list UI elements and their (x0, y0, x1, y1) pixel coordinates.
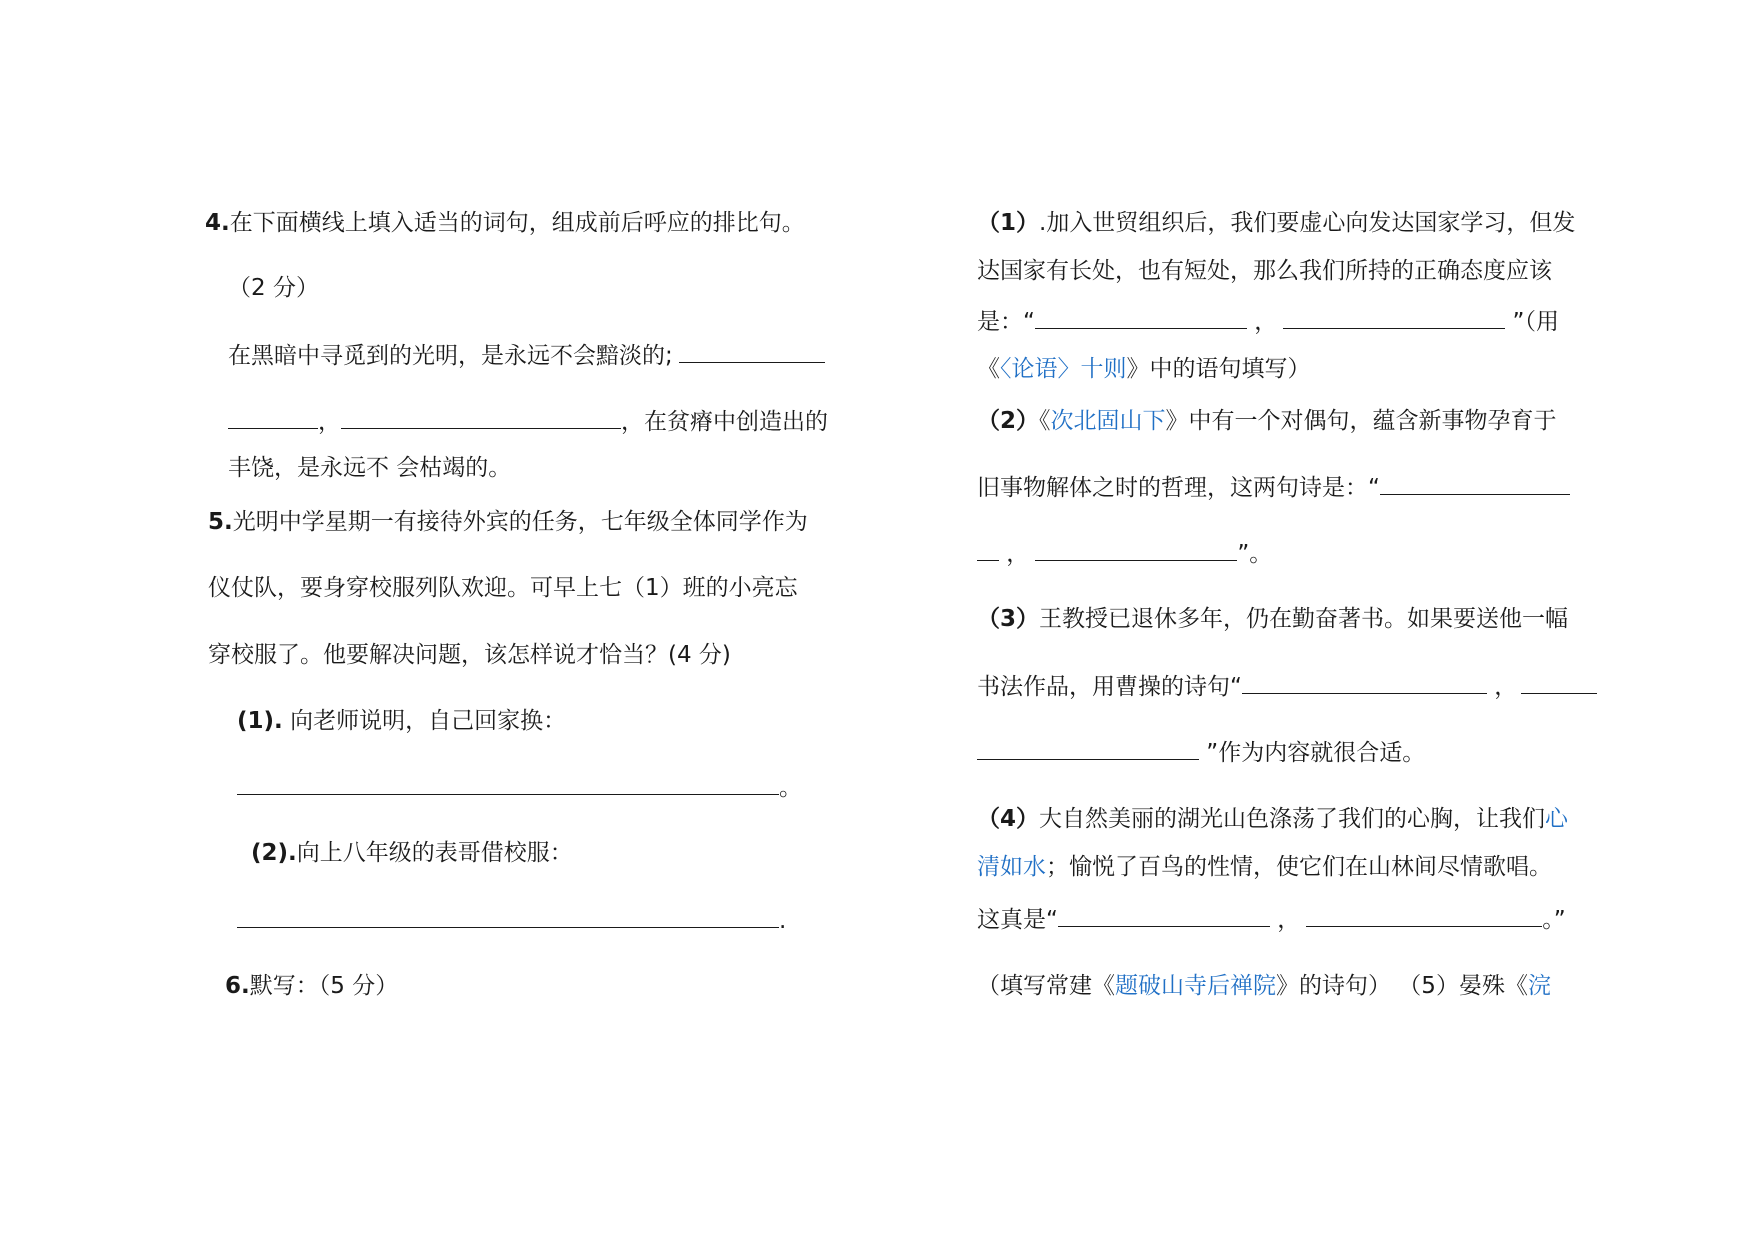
p2-line2: 旧事物解体之时的哲理，这两句诗是：“ (977, 472, 1570, 503)
q4-answer-blank-2[interactable] (341, 406, 621, 429)
q4-score: （2 分） (228, 275, 319, 301)
p3-line1: （3）王教授已退休多年，仍在勤奋著书。如果要送他一幅 (977, 606, 1569, 632)
p3-line3: ”作为内容就很合适。 (977, 737, 1425, 768)
p4-line3: 这真是“ ， 。” (977, 904, 1566, 935)
q6-number: 6. (225, 973, 250, 999)
p3-answer-blank-2a[interactable] (1521, 671, 1597, 694)
xinqingrushui-link-part1[interactable]: 心 (1545, 806, 1569, 832)
q5-line1: 5.光明中学星期一有接待外宾的任务，七年级全体同学作为 (208, 509, 808, 535)
q5-sub2: (2).向上八年级的表哥借校服： (251, 840, 573, 866)
p1-line4: 《〈论语〉十则》中的语句填写） (977, 356, 1311, 382)
p1-answer-blank-1[interactable] (1035, 306, 1247, 329)
q4-line3: 丰饶，是永远不 会枯竭的。 (228, 455, 512, 481)
q5-sub1: (1). 向老师说明，自己回家换： (237, 708, 567, 734)
huanxisha-link[interactable]: 浣 (1527, 973, 1551, 999)
p1-line3: 是：“ ， ”（用 (977, 306, 1559, 337)
p4-line1: （4）大自然美丽的湖光山色涤荡了我们的心胸，让我们心 (977, 806, 1569, 832)
q4-prompt: 在下面横线上填入适当的词句，组成前后呼应的排比句。 (229, 210, 805, 236)
p2-line3: ， ”。 (977, 538, 1272, 569)
p3-answer-blank-1[interactable] (1242, 671, 1487, 694)
p4-line2: 清如水；愉悦了百鸟的性情，使它们在山林间尽情歌唱。 (977, 854, 1552, 880)
p1-line1: （1）.加入世贸组织后，我们要虚心向发达国家学习，但发 (977, 210, 1576, 236)
xinqingrushui-link-part2[interactable]: 清如水 (977, 854, 1046, 880)
q5-line2: 仪仗队，要身穿校服列队欢迎。可早上七（1）班的小亮忘 (208, 575, 798, 601)
p2-answer-blank-1a[interactable] (1380, 472, 1570, 495)
q5-sub1-answer-blank[interactable] (237, 772, 779, 795)
p1-line2: 达国家有长处，也有短处，那么我们所持的正确态度应该 (977, 258, 1552, 284)
tiposhan-link[interactable]: 题破山寺后禅院 (1115, 973, 1276, 999)
q5-number: 5. (208, 509, 233, 535)
cibeigu-link[interactable]: 次北固山下 (1050, 408, 1166, 434)
p3-answer-blank-2b[interactable] (977, 737, 1199, 760)
p4-answer-blank-2[interactable] (1306, 904, 1542, 927)
p2-answer-blank-2[interactable] (1035, 538, 1237, 561)
q5-line3: 穿校服了。他要解决问题，该怎样说才恰当？(4 分) (208, 642, 731, 668)
p2-line1: （2）《次北固山下》中有一个对偶句，蕴含新事物孕育于 (977, 408, 1557, 434)
p1-answer-blank-2[interactable] (1283, 306, 1505, 329)
p3-line2: 书法作品，用曹操的诗句“ ， (977, 671, 1597, 702)
p5-line: （填写常建《题破山寺后禅院》的诗句） （5）晏殊《浣 (977, 973, 1551, 999)
q4-line1: 在黑暗中寻觅到的光明，是永远不会黯淡的; (228, 340, 825, 371)
q4-prompt-line (205, 208, 805, 238)
q6-line: 6.默写：（5 分） (225, 973, 399, 999)
p2-answer-blank-1b[interactable] (977, 538, 999, 561)
q4-line2: ， ，在贫瘠中创造出的 (228, 406, 828, 437)
lunyu-link[interactable]: 〈论语〉十则 (1000, 356, 1127, 382)
p4-answer-blank-1[interactable] (1058, 904, 1270, 927)
q5-sub2-answer-blank[interactable] (237, 905, 779, 928)
q4-answer-blank-1b[interactable] (228, 406, 318, 429)
q4-answer-blank-1a[interactable] (679, 340, 825, 363)
q5-sub2-answer-line: . (237, 905, 786, 936)
q4-number: 4. (205, 210, 230, 236)
q5-sub1-answer-line: 。 (237, 772, 802, 803)
